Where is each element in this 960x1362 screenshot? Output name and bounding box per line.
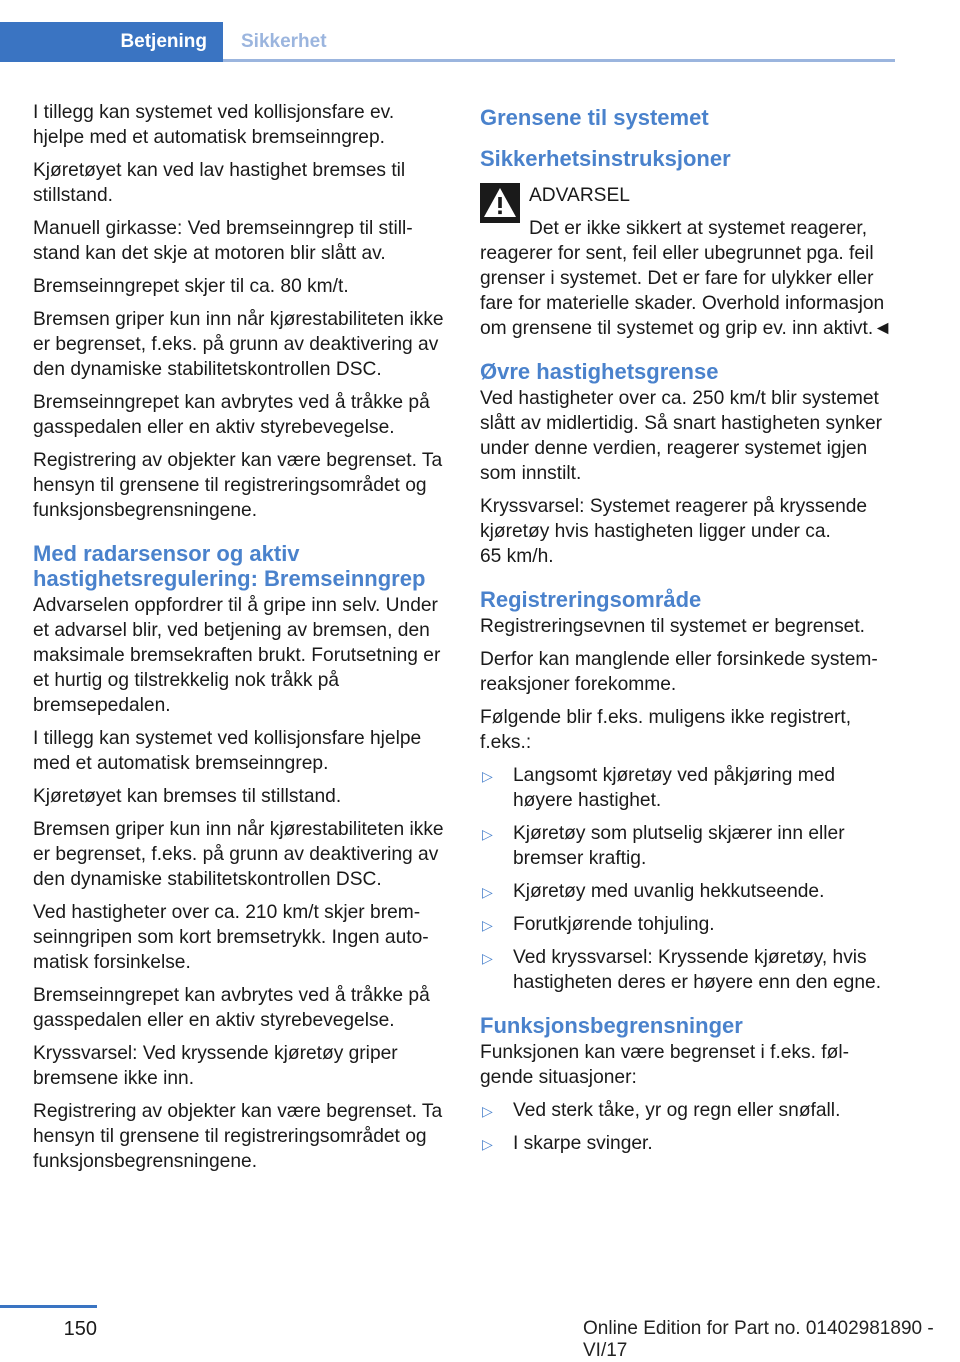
paragraph: Advarselen oppfordrer til å gripe inn selv. Under et advarsel blir, ved betjening av bremsen, den maksimale bremsekraften brukt. Forutsetning er et hurtig og tilstrekkelig nok tråkk på bremsepedalen. <box>33 595 441 716</box>
right-column <box>480 100 894 1164</box>
edition-note: Online Edition for Part no. 01402981890 - VI/17 <box>583 1318 934 1361</box>
triangle-bullet-icon: ▷ <box>482 1103 493 1119</box>
section-heading-radarsensor: Med radarsensor og aktiv hastighetsregulering: Bremseinngrep <box>33 541 426 591</box>
list-item <box>480 1131 894 1156</box>
paragraph: Bremseinngrepet skjer til ca. 80 km/t. <box>33 276 349 297</box>
paragraph <box>480 494 894 569</box>
paragraph: Kryssvarsel: Ved kryssende kjøretøy griper bremsene ikke inn. <box>33 1043 398 1089</box>
tab-sikkerhet[interactable]: Sikkerhet <box>241 31 327 52</box>
warning-box <box>480 183 894 341</box>
paragraph: Bremseinngrepet kan avbrytes ved å tråkke på gasspedalen eller en aktiv styrebevegelse. <box>33 985 430 1031</box>
triangle-bullet-icon: ▷ <box>482 826 493 842</box>
triangle-bullet-icon: ▷ <box>482 1136 493 1152</box>
paragraph: Følgende blir f.eks. muligens ikke registrert, f.eks.: <box>480 707 852 753</box>
list-item <box>480 1098 894 1123</box>
function-limits-list <box>480 1098 894 1156</box>
tab-betjening[interactable]: Betjening <box>0 22 223 62</box>
list-item <box>480 879 894 904</box>
paragraph: Bremsen griper kun inn når kjørestabiliteten ikke er begrenset, f.eks. på grunn av deaktivering av den dynamiske stabilitetskontrollen DSC. <box>33 819 444 890</box>
section-heading-funksjonsbegrensninger: Funksjonsbegrensninger <box>480 1013 743 1038</box>
paragraph: Registreringsevnen til systemet er begrenset. <box>480 616 865 637</box>
paragraph: Funksjonen kan være begrenset i f.eks. følgende situasjoner: <box>480 1042 849 1088</box>
list-item-text: Langsomt kjøretøy ved påkjøring med høyere hastighet. <box>513 765 836 811</box>
warning-title: ADVARSEL <box>529 185 630 206</box>
paragraph: Manuell girkasse: Ved bremseinngrep til stillstand kan det skje at motoren blir slått av. <box>33 218 413 264</box>
warning-text-first: Det er ikke sikkert at systemet reagerer, <box>529 218 868 239</box>
paragraph: I tillegg kan systemet ved kollisjonsfare ev. hjelpe med et automatisk bremseinngrep. <box>33 102 395 148</box>
section-heading-grensene: Grensene til systemet <box>480 105 709 130</box>
warning-text-rest: reagerer for sent, feil eller ubegrunnet pga. feil grenser i systemet. Det er fare for ulykker eller fare for materielle skader. Overhold informasjon om grensene til systemet og grip ev. inn aktivt.◄ <box>480 243 893 339</box>
list-item-text: Kjøretøy med uvanlig hekkutseende. <box>513 881 825 902</box>
list-item-text: Kjøretøy som plutselig skjærer inn eller bremser kraftig. <box>513 823 845 869</box>
paragraph: Kjøretøyet kan ved lav hastighet bremses til stillstand. <box>33 160 406 206</box>
left-column <box>33 100 447 1182</box>
list-item-text: Forutkjørende tohjuling. <box>513 914 715 935</box>
paragraph: Registrering av objekter kan være begrenset. Ta hensyn til grensene til registreringsområdet og funksjonsbegrensningene. <box>33 450 443 521</box>
chapter-tabs <box>0 22 895 62</box>
warning-triangle-icon <box>480 183 520 223</box>
paragraph: Registrering av objekter kan være begrenset. Ta hensyn til grensene til registreringsområdet og funksjonsbegrensningene. <box>33 1101 443 1172</box>
tab-underline <box>223 59 895 62</box>
paragraph: Ved hastigheter over ca. 250 km/t blir systemet slått av midlertidig. Så snart hastigheten synker under denne verdien, reagerer systemet igjen som innstilt. <box>480 388 883 484</box>
paragraph: Ved hastigheter over ca. 210 km/t skjer bremseinngripen som kort bremsetrykk. Ingen automatisk forsinkelse. <box>33 902 429 973</box>
subheading-sikkerhetsinstruksjoner: Sikkerhetsinstruksjoner <box>480 146 731 171</box>
list-item-text: Ved sterk tåke, yr og regn eller snøfall. <box>513 1100 841 1121</box>
registration-limits-list <box>480 763 894 995</box>
list-item <box>480 945 894 995</box>
list-item <box>480 912 894 937</box>
paragraph: I tillegg kan systemet ved kollisjonsfare hjelpe med et automatisk bremseinngrep. <box>33 728 422 774</box>
list-item-text: I skarpe svinger. <box>513 1133 653 1154</box>
paragraph-text: Kryssvarsel: Systemet reagerer på kryssende kjøretøy hvis hastigheten ligger under ca. <box>480 496 868 542</box>
triangle-bullet-icon: ▷ <box>482 950 493 966</box>
section-heading-registreringsomrade: Registreringsområde <box>480 587 702 612</box>
list-item-text: Ved kryssvarsel: Kryssende kjøretøy, hvis hastigheten deres er høyere enn den egne. <box>513 947 882 993</box>
page-number: 150 <box>63 1318 97 1340</box>
paragraph: Derfor kan manglende eller forsinkede systemreaksjoner forekomme. <box>480 649 878 695</box>
paragraph-text: 65 km/h. <box>480 546 554 567</box>
list-item <box>480 763 894 813</box>
paragraph: Bremsen griper kun inn når kjørestabiliteten ikke er begrenset, f.eks. på grunn av deaktivering av den dynamiske stabilitetskontrollen DSC. <box>33 309 444 380</box>
paragraph: Kjøretøyet kan bremses til stillstand. <box>33 786 342 807</box>
warning-text <box>480 216 894 341</box>
paragraph: Bremseinngrepet kan avbrytes ved å tråkke på gasspedalen eller en aktiv styrebevegelse. <box>33 392 430 438</box>
triangle-bullet-icon: ▷ <box>482 768 493 784</box>
footer-rule <box>0 1305 97 1308</box>
triangle-bullet-icon: ▷ <box>482 917 493 933</box>
section-heading-ovre-hastighetsgrense: Øvre hastighetsgrense <box>480 359 719 384</box>
triangle-bullet-icon: ▷ <box>482 884 493 900</box>
list-item <box>480 821 894 871</box>
